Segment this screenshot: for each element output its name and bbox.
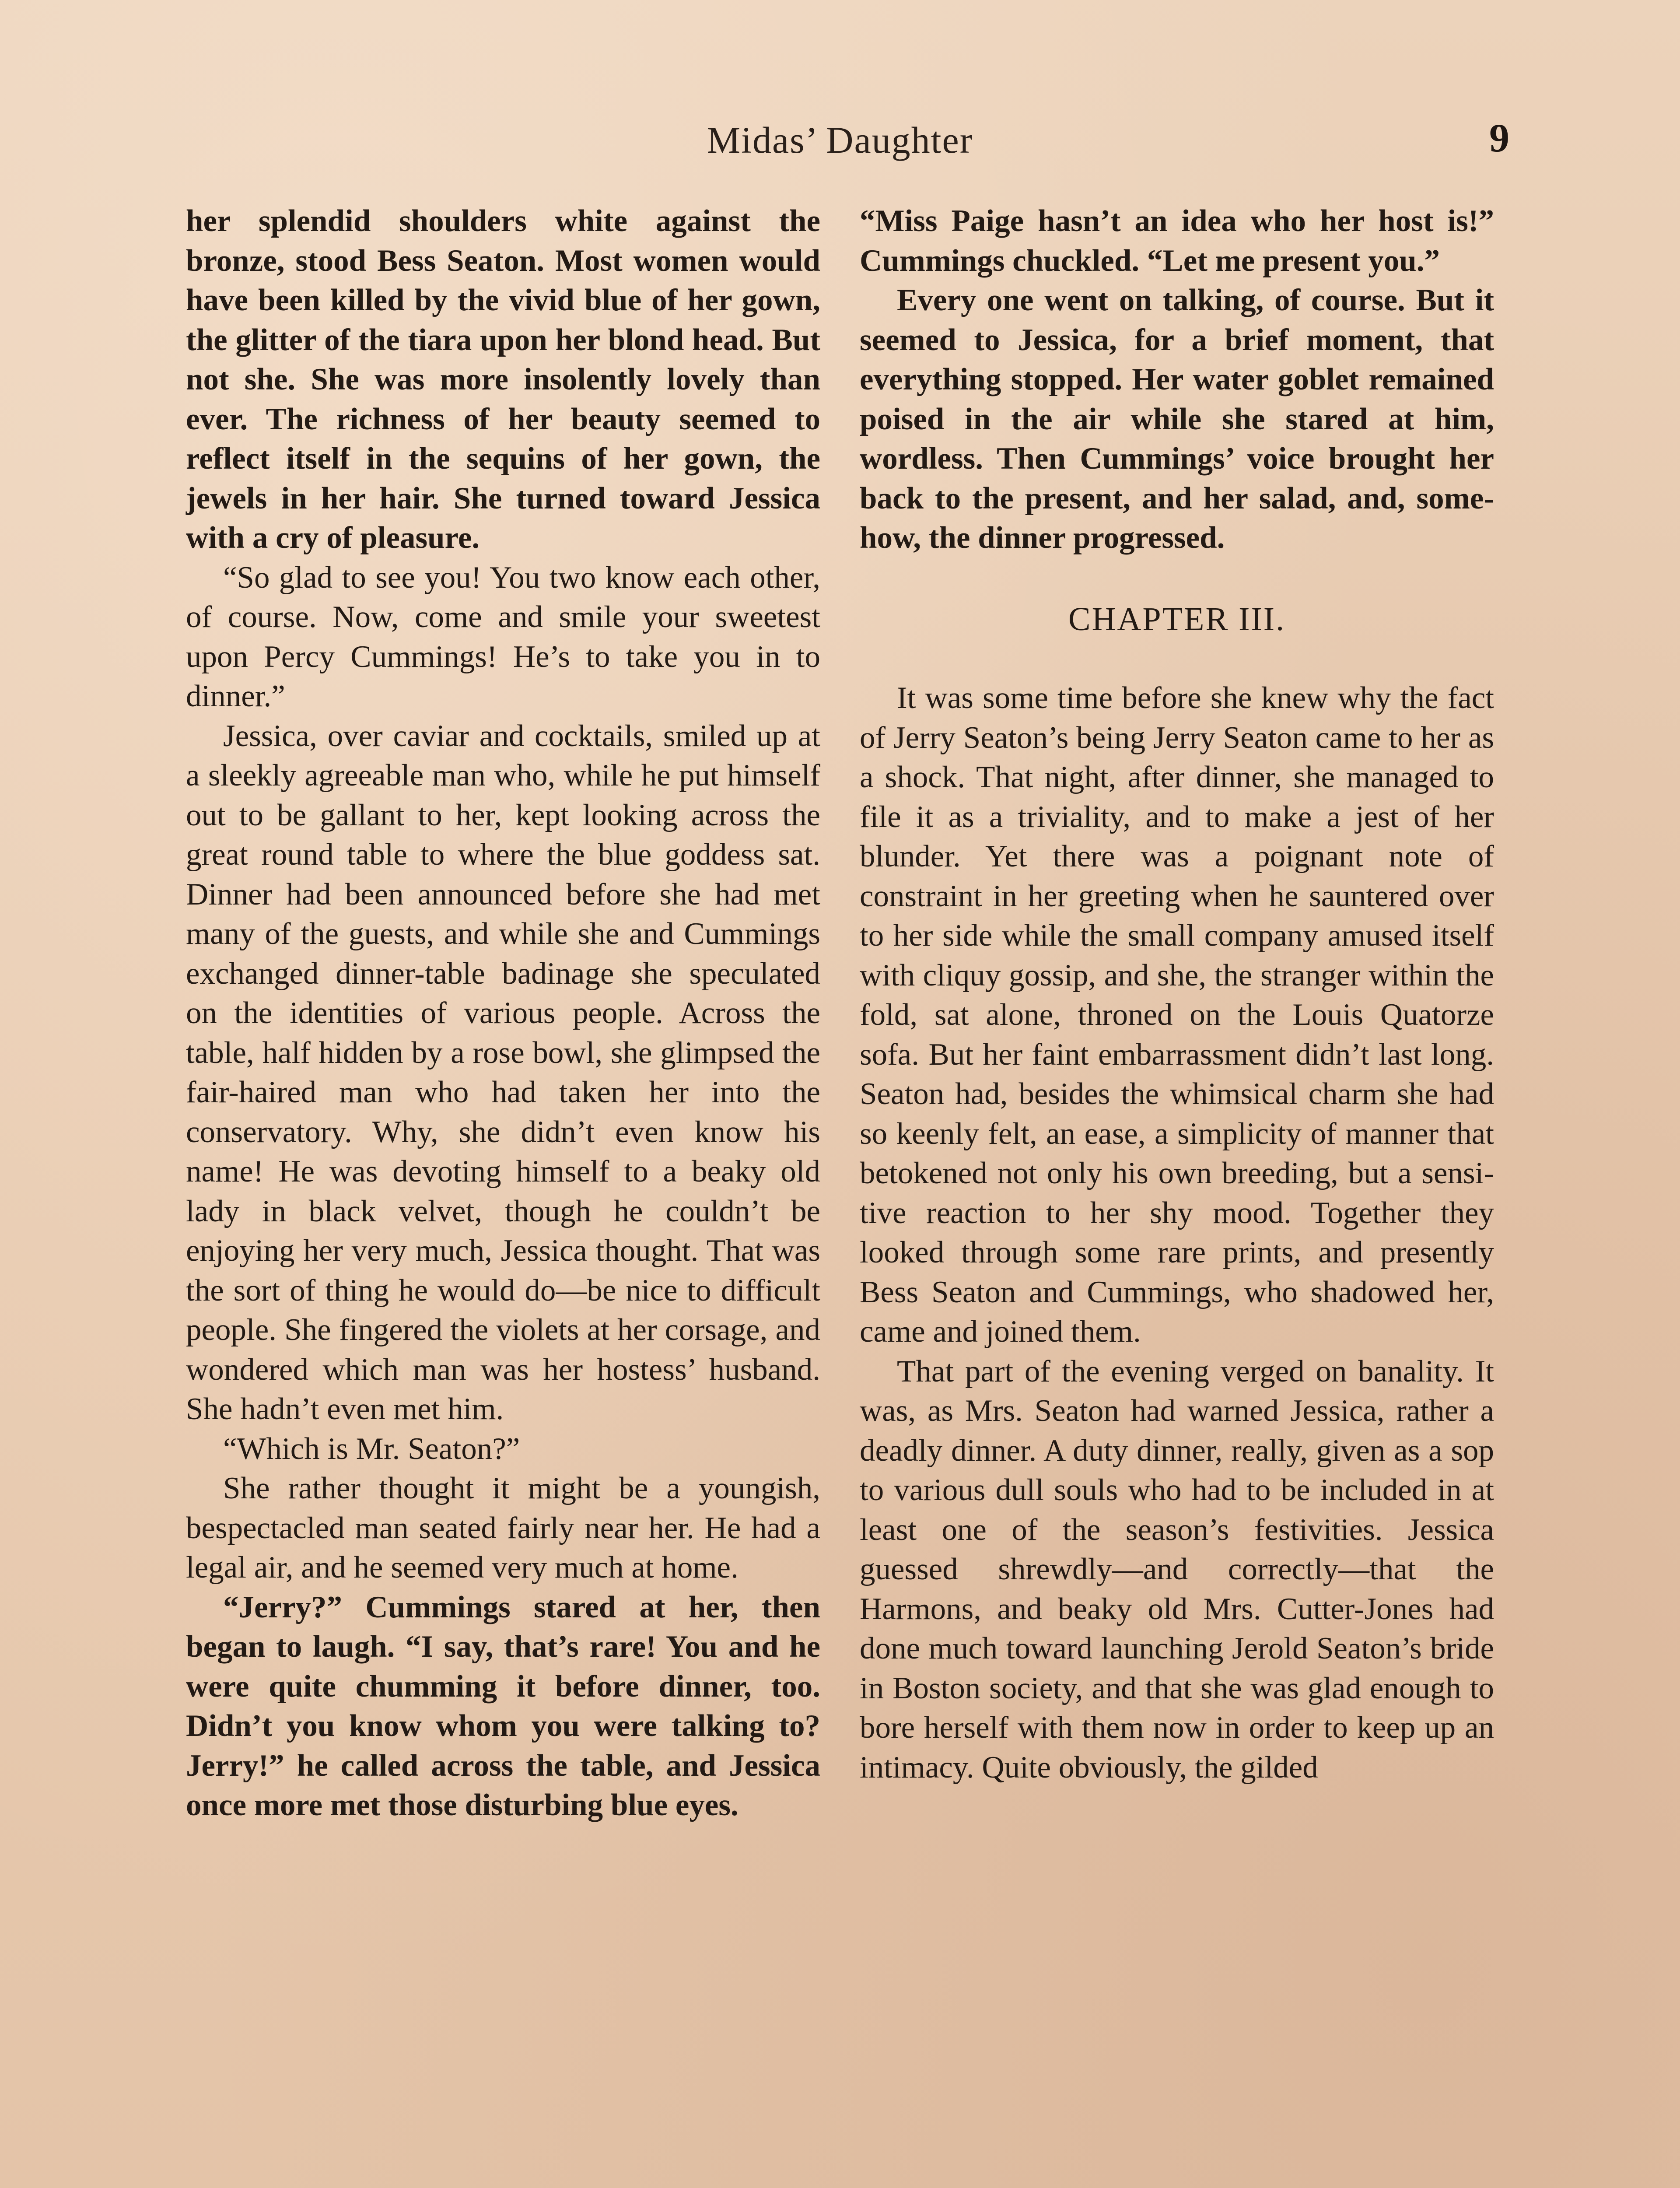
paragraph: “So glad to see you! You two know each other, of course. Now, come and smile your sweetest upon Percy Cummings! He’s to take you in to dinner.” xyxy=(186,560,820,713)
paragraph: She rather thought it might be a youngish, bespectacled man seated fairly near her. He had a legal air, and he seemed very much at home. xyxy=(186,1471,820,1585)
paragraph: “Miss Paige hasn’t an idea who her host is!” Cummings chuckled. “Let me present you.” xyxy=(860,204,1494,278)
left-column xyxy=(186,201,820,1825)
paragraph: her splendid shoulders white against the bronze, stood Bess Seaton. Most women would have been killed by the vivid blue of her gown, the glitter of the tiara upon her blond head. But not she. She was more insolently lovely than ever. The richness of her beauty seemed to reflect itself in the sequins of her gown, the jewels in her hair. She turned toward Jessica with a cry of pleasure. xyxy=(186,204,820,555)
chapter-heading: CHAPTER III. xyxy=(1068,600,1286,638)
running-title: Midas’ Daughter xyxy=(707,119,973,161)
page-number: 9 xyxy=(1489,116,1509,160)
paragraph: It was some time before she knew why the fact of Jerry Seaton’s being Jerry Seaton came to her as a shock. That night, after dinner, she managed to file it as a triviality, and to make a jest of her blunder. Yet there was a poignant note of constraint in her greeting when he sauntered over to her side while the small company amused itself with cliquy gossip, and she, the stranger within the fold, sat alone, throned on the Louis Quatorze sofa. But her faint embarrassment didn’t last long. Seaton had, besides the whimsical charm she had so keenly felt, an ease, a simplicity of manner that betokened not only his own breeding, but a sensitive reaction to her shy mood. Together they looked through some rare prints, and presently Bess Seaton and Cummings, who shadowed her, came and joined them. xyxy=(860,681,1494,1349)
paragraph: “Which is Mr. Seaton?” xyxy=(223,1431,520,1466)
paragraph: “Jerry?” Cummings stared at her, then began to laugh. “I say, that’s rare! You and he were quite chumming it before dinner, too. Didn’t you know whom you were talking to? Jerry!” he called across the table, and Jessica once more met those disturbing blue eyes. xyxy=(186,1590,820,1822)
paragraph: That part of the evening verged on banality. It was, as Mrs. Seaton had warned Jessica, rather a deadly dinner. A duty dinner, really, given as a sop to various dull souls who had to be included in at least one of the season’s festivities. Jessica guessed shrewdly—and correctly—that the Harmons, and beaky old Mrs. Cutter-Jones had done much toward launching Jerold Seaton’s bride in Boston society, and that she was glad enough to bore herself with them now in order to keep up an intimacy. Quite obviously, the gilded xyxy=(860,1354,1494,1785)
paragraph: Jessica, over caviar and cocktails, smiled up at a sleekly agreeable man who, while he put himself out to be gallant to her, kept looking across the great round table to where the blue goddess sat. Dinner had been announced before she had met many of the guests, and while she and Cummings exchanged dinner-table badinage she speculated on the identities of various people. Across the table, half hidden by a rose bowl, she glimpsed the fair-haired man who had taken her into the conservatory. Why, she didn’t even know his name! He was devoting himself to a beaky old lady in black velvet, though he couldn’t be enjoying her very much, Jessica thought. That was the sort of thing he would do—be nice to difficult people. She fingered the violets at her corsage, and wondered which man was her hostess’ husband. She hadn’t even met him. xyxy=(186,719,820,1426)
right-column xyxy=(860,201,1494,1787)
paragraph: Every one went on talking, of course. But it seemed to Jessica, for a brief moment, that everything stopped. Her water goblet remained poised in the air while she stared at him, wordless. Then Cummings’ voice brought her back to the present, and her salad, and, somehow, the dinner progressed. xyxy=(860,283,1494,555)
